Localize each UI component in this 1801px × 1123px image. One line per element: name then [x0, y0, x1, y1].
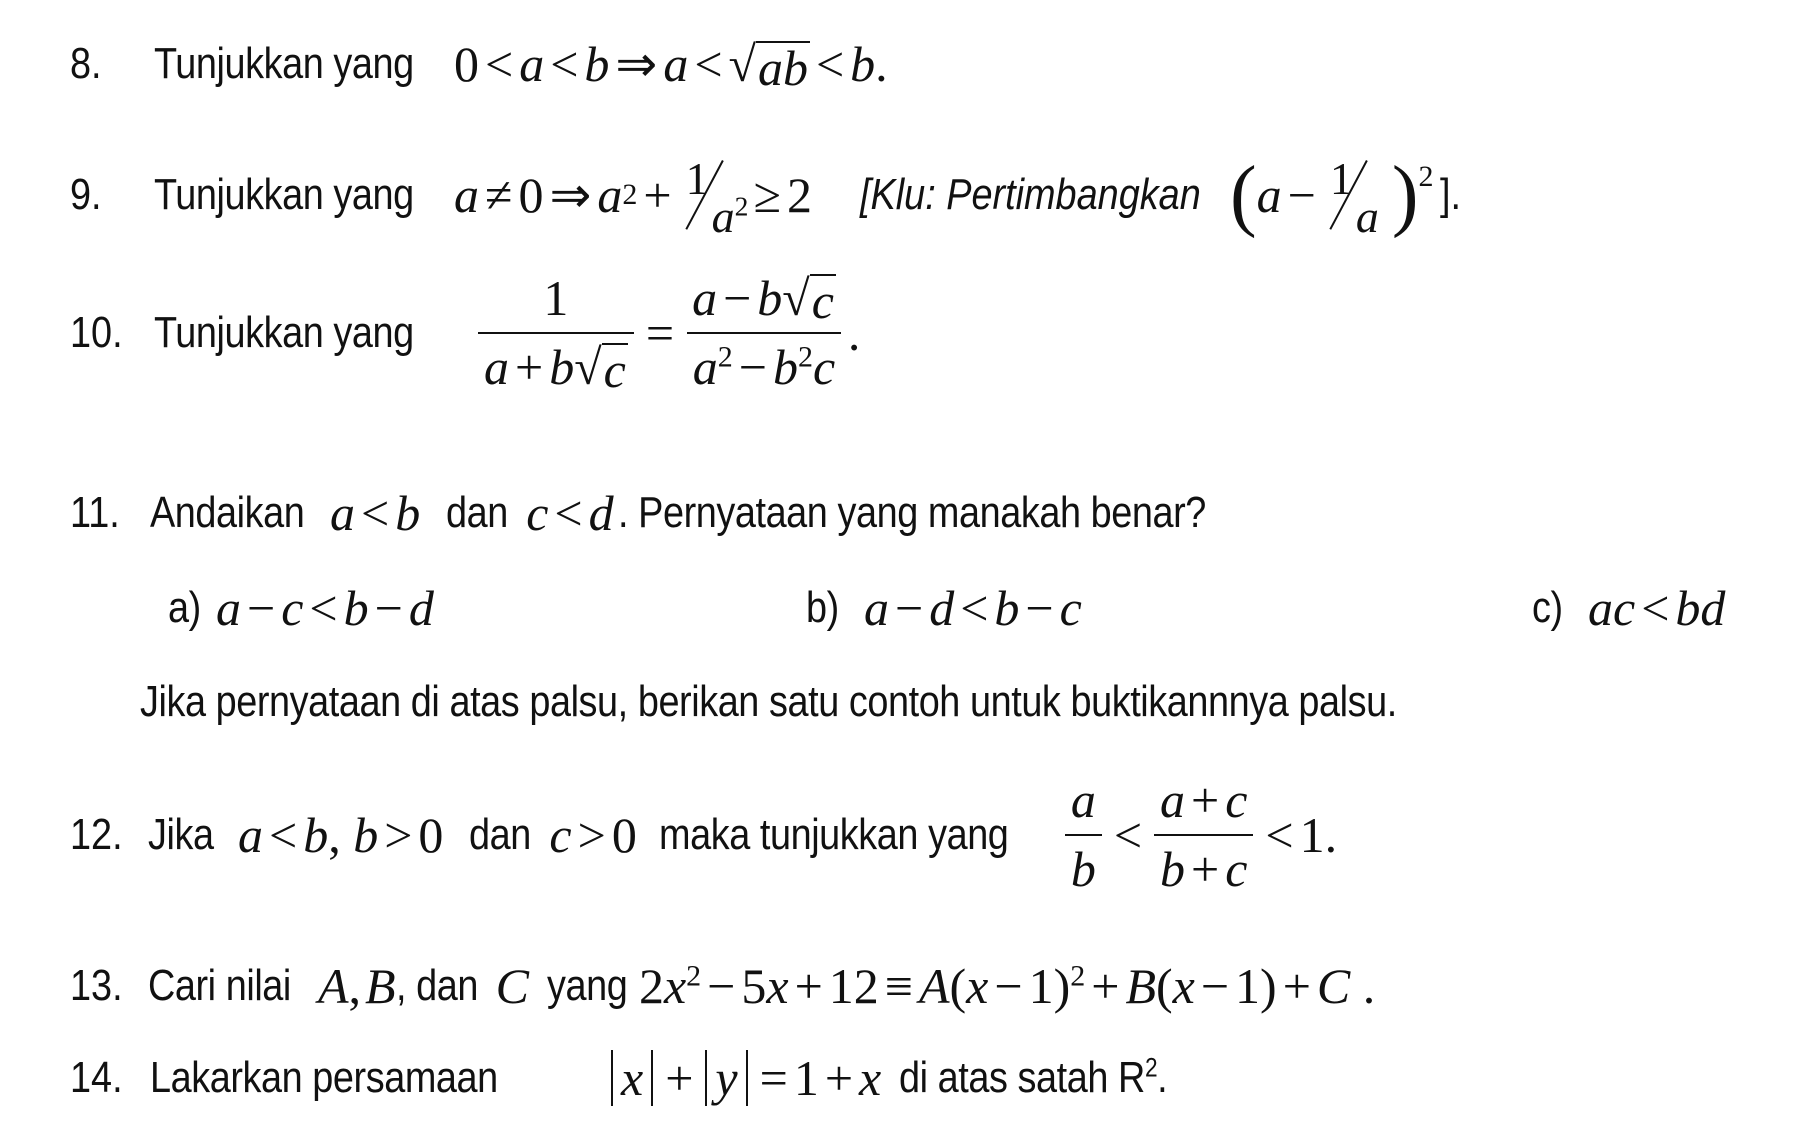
problem-10 — [70, 268, 860, 398]
var-a: A — [318, 958, 349, 1014]
problem-text-end — [899, 1053, 1167, 1103]
math-expression: 1 a + b √ c = a − b √ c $a^2 - b^2c$ . — [472, 271, 860, 395]
period: . — [1157, 1053, 1168, 1102]
problem-11-note — [140, 672, 1601, 732]
option-label: b) — [806, 583, 839, 632]
problem-9 — [70, 140, 1464, 250]
math-expression: x + y = 1 + x — [605, 1049, 881, 1107]
option-expression: ac < bd — [1588, 580, 1726, 636]
var-b: B — [365, 958, 396, 1014]
problem-number: 8. — [70, 39, 102, 88]
math-c-lt-d: c < d — [526, 485, 614, 541]
problem-number: 9. — [70, 170, 102, 219]
problem-number: 14. — [70, 1053, 123, 1102]
plane-text: di atas satah R — [899, 1053, 1146, 1102]
var-c: C — [495, 958, 529, 1014]
problem-8 — [70, 28, 888, 100]
problem-text: Tunjukkan yang — [154, 308, 414, 357]
problem-text: Tunjukkan yang — [154, 39, 414, 88]
problem-12 — [70, 770, 1337, 900]
option-label: a) — [168, 583, 201, 632]
math-expression: $2x^2 - 5x + 12 \equiv A(x - 1)^2 + B(x - 1) + C$ . — [638, 958, 1376, 1014]
problem-text: Andaikan — [150, 488, 305, 537]
problem-11 — [70, 480, 1301, 546]
problem-number: 11. — [70, 488, 120, 537]
math-condition-1: a < b, b > 0 — [238, 807, 444, 863]
math-condition-2: c > 0 — [549, 807, 637, 863]
problem-13: 13. Cari nilai A , B , dan C yang $2x^2 - 5x + 12 \equiv A(x - 1)^2 + B(x - 1) + C$ . — [70, 958, 1376, 1014]
problem-number: 10. — [70, 308, 123, 357]
math-a-lt-b: a < b — [330, 485, 421, 541]
conjunction: dan — [446, 488, 509, 537]
conjunction: , dan — [395, 961, 478, 1010]
problem-number: 12. — [70, 810, 123, 859]
problem-text: Jika — [148, 810, 214, 859]
option-expression: a − d < b − c — [864, 580, 1082, 636]
problem-text: maka tunjukkan yang — [658, 810, 1009, 859]
problem-14 — [70, 1040, 1211, 1116]
problem-text: Tunjukkan yang — [154, 170, 414, 219]
conjunction: dan — [469, 810, 532, 859]
option-expression: a − c < b − d — [216, 580, 434, 636]
hint-expression: ( a − 1 a ) $^2$ — [1230, 151, 1434, 242]
math-expression: 0 < a < b ⇒ a < √ ab < b. — [454, 36, 888, 96]
hint-end: ]. — [1439, 170, 1461, 219]
problem-text: yang — [546, 961, 628, 1010]
hint-text: [Klu: Pertimbangkan — [860, 170, 1201, 219]
option-c — [1532, 575, 1725, 641]
option-label: c) — [1532, 583, 1563, 632]
math-expression: $\frac{a}{b}$ < $\frac{a + c}{b + c}$ < 1. — [1059, 773, 1337, 897]
plane-superscript: 2 — [1145, 1052, 1158, 1083]
problem-text: Lakarkan persamaan — [150, 1053, 498, 1102]
option-b — [806, 575, 1082, 641]
note-text: Jika pernyataan di atas palsu, berikan satu contoh untuk buktikannnya palsu. — [140, 677, 1397, 726]
option-a — [168, 575, 434, 641]
math-expression: a ≠ 0 ⇒ a 2 + 1 $a^2$ ≥ 2 — [454, 153, 813, 242]
problem-number: 13. — [70, 961, 123, 1010]
problem-question: . Pernyataan yang manakah benar? — [617, 488, 1206, 537]
problem-text: Cari nilai — [148, 961, 291, 1010]
